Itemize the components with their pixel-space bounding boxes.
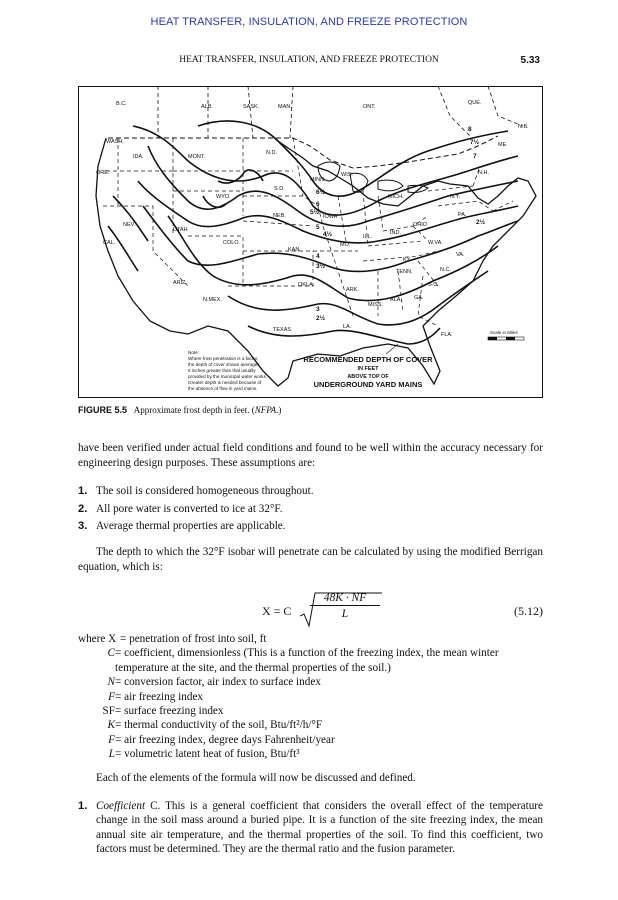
figure-caption-source: NFPA [254,405,277,415]
region-label: ARK. [346,287,359,293]
depth-label: 3½ [316,263,326,270]
definition-text: = air freezing index, degree days Fahrenheit/year [115,733,335,746]
region-label: N.MEX. [203,297,222,303]
region-label: ME. [498,142,508,148]
region-label: NEV. [123,222,136,228]
region-label: FLA. [441,332,453,338]
paragraph-1: have been verified under actual field conditions and found to be well within the accuracy necessary for engineering design purposes. These assumptions are: [78,442,543,469]
region-label: MAN. [278,104,292,110]
region-label: MICH. [388,194,404,200]
paragraph-3: Each of the elements of the formula will now be discussed and defined. [96,772,416,784]
list-text: Average thermal properties are applicable. [96,520,286,532]
definition-text: = thermal conductivity of the soil, Btu/ft²/h/°F [115,719,323,732]
region-label: KAN. [288,247,301,253]
definition-symbol: C [107,647,115,660]
region-label: LA. [343,324,352,330]
region-label: ONT. [363,104,376,110]
equation-numerator: 48K · NF [310,592,380,606]
region-label: OHIO [413,222,428,228]
definition-symbol: L [108,748,115,761]
map-note-line: 6 inches greater than that usually [188,368,256,373]
region-label: B.C. [116,101,127,107]
depth-label: 4½ [323,231,333,238]
region-label: WASH. [106,139,124,145]
region-label: N.C. [440,267,451,273]
definition-row [78,690,543,704]
definition-row [78,704,543,718]
region-label: ALB. [201,104,213,110]
item-text: This is a general coefficient that considers the overall effect of the temperature change in the soil mass around a buried pipe. It is a function of the site freezing index, the mean annual site air temperature, and the thermal properties of the soil. To find this coefficient, two factors must be determined. They are the thermal ratio and the fusion parameter. [96,800,543,856]
region-label: OKLA. [298,282,315,288]
equation-lhs: X = C [262,604,292,618]
region-label: MO. [340,242,351,248]
region-label: IDA. [133,154,144,160]
equation-denominator: L [341,608,349,620]
map-note-line: provided by the municipal water works. [188,374,268,379]
region-label: S.D. [274,186,285,192]
definition-text: = surface freezing index [115,705,224,718]
definition-symbol: SF [102,705,115,718]
list-item [78,483,543,501]
list-item [78,501,543,519]
region-label: UTAH [173,227,188,233]
map-title-line: IN FEET [357,366,379,372]
region-label: ORE. [96,170,110,176]
definition-symbol: F [108,690,115,703]
map-note-line: Where frost penetration is a factor, [188,356,259,361]
region-label: IND. [390,230,401,236]
region-label: N.D. [266,150,277,156]
definition-symbol: F [108,733,115,746]
running-head: HEAT TRANSFER, INSULATION, AND FREEZE PROTECTION [150,16,468,28]
definition-row [78,632,543,646]
region-label: QUE. [468,100,482,106]
region-label: MINN. [310,177,326,183]
page-header-title: HEAT TRANSFER, INSULATION, AND FREEZE PROTECTION [179,55,439,65]
depth-label: 6 [316,201,320,208]
region-label: GA. [414,295,424,301]
region-label: SASK. [243,104,260,110]
figure-caption-end: .) [276,405,282,415]
map-title-line: RECOMMENDED DEPTH OF COVER [303,355,433,364]
definition-text: = penetration of frost into soil, ft [120,633,267,645]
region-label: COLO. [223,240,241,246]
depth-label: 2½ [316,315,326,322]
definition-text: = air freezing index [115,690,203,703]
item-number: 1. [78,800,88,812]
depth-label: 8 [468,126,472,133]
depth-label: 7 [473,153,477,160]
list-number: 2. [78,502,88,515]
frost-depth-map [78,86,543,398]
region-label: N.B. [518,124,529,130]
list-number: 1. [78,485,88,497]
item-term: Coefficient [96,800,146,812]
region-label: PA. [458,212,467,218]
list-item [78,518,543,536]
definition-symbol: K [107,719,115,732]
definition-row [78,646,543,675]
region-label: W.VA. [428,240,443,246]
list-number: 3. [78,520,88,532]
region-label: CAL. [103,240,116,246]
definition-text: = coefficient, dimensionless (This is a function of the freezing index, the mean winter temperature at the site, and the thermal properties of the soil.) [115,647,499,674]
depth-label: 3 [316,306,320,313]
definition-row [78,733,543,747]
region-label: WIS. [341,172,353,178]
list-text: All pore water is converted to ice at 32°F. [96,502,283,515]
region-label: ILL. [363,234,373,240]
page-number: 5.33 [520,55,540,66]
figure-caption [78,405,281,415]
map-note-line: Greater depth is needed because of [188,380,262,385]
region-label: VA. [456,252,465,258]
map-note-line: the depth of cover shown averages [188,362,260,367]
region-label: S.C. [428,282,439,288]
map-note-line: the absence of flow in yard mains. [188,386,258,391]
region-label: KY. [403,257,412,263]
map-scale-label: Scale in Miles [490,330,518,335]
region-label: MISS. [368,302,383,308]
definition-symbol: where X [78,633,117,645]
region-label: N.Y. [450,194,460,200]
region-label: WYO. [216,194,231,200]
depth-label: 5½ [310,209,320,216]
definitions-list [78,632,543,762]
item-term-letter: C. [150,800,161,812]
region-label: N.H. [478,170,489,176]
definition-symbol: N [107,676,115,689]
definition-row [78,747,543,761]
definition-row [78,675,543,689]
list-text: The soil is considered homogeneous throughout. [96,485,314,497]
depth-label: 7½ [470,139,480,146]
region-label: NEB. [273,213,286,219]
region-label: TENN. [396,269,413,275]
equation-5-12 [78,592,543,632]
region-label: ARIZ. [173,280,188,286]
figure-caption-text: Approximate frost depth in feet. ( [133,405,255,415]
scale-bar [488,337,524,340]
depth-label: 5 [316,224,320,231]
region-label: TEXAS [273,327,292,333]
depth-label: 4 [316,253,320,260]
map-title-line: ABOVE TOP OF [347,374,389,380]
definition-text: = conversion factor, air index to surface index [115,676,321,689]
figure-label: FIGURE 5.5 [78,405,128,415]
equation-number: (5.12) [514,604,543,618]
map-note-line: Note: [188,350,199,355]
map-title-line: UNDERGROUND YARD MAINS [313,380,423,389]
region-label: IOWA [323,214,338,220]
region-label: ALA. [390,297,402,303]
paragraph-2: The depth to which the 32°F isobar will penetrate can be calculated by using the modified Berrigan equation, which is: [78,546,543,573]
numbered-item-1 [78,799,543,857]
definition-text: = volumetric latent heat of fusion, Btu/ft³ [115,748,300,761]
depth-label: 2½ [476,219,486,226]
equation-fraction [310,592,380,620]
depth-label: 6½ [316,189,326,196]
assumptions-list [78,483,543,536]
definition-row [78,718,543,732]
region-label: MONT. [188,154,206,160]
